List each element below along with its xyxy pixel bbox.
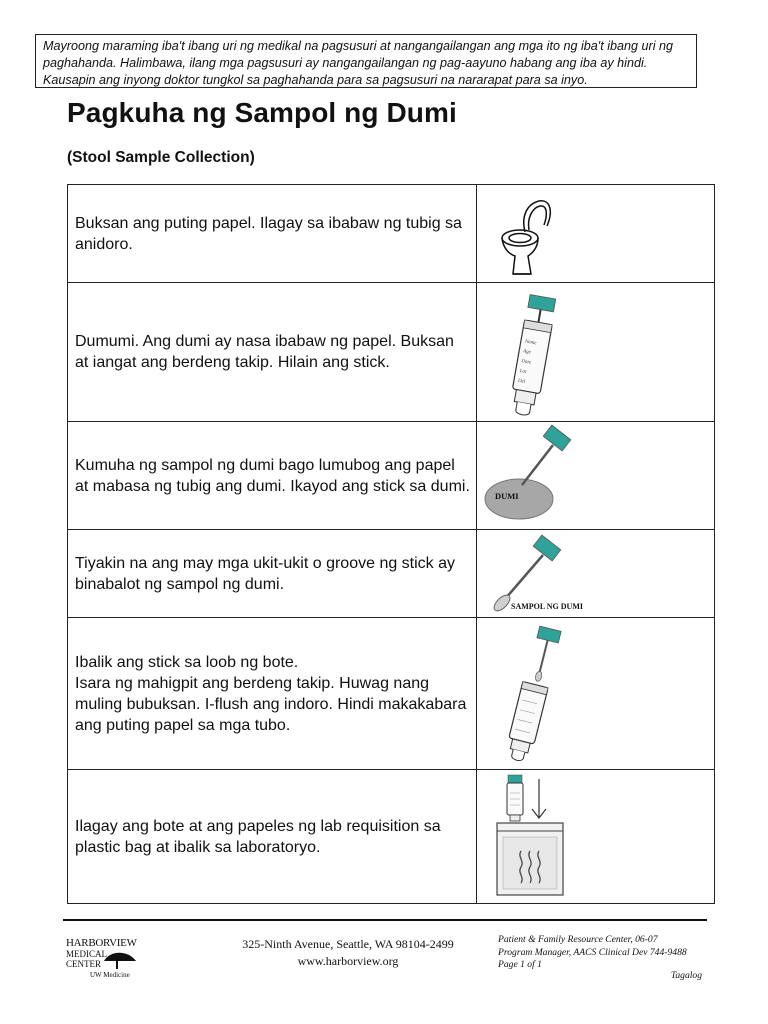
footer-address-block [200, 936, 496, 970]
notice-box: Mayroong maraming iba't ibang uri ng medikal na pagsusuri at nangangailangan ang mga ito ng iba't ibang uri ng paghahanda. Halimbawa, ilang mga pagsusuri ay nangangailangan ng pag-aayuno habang ang iba ay hindi. Kausapin ang inyong doktor tungkol sa paghahanda para sa pagsusuri na nararapat para sa inyo. [35, 34, 697, 88]
step-text: Ilagay ang bote at ang papeles ng lab requisition sa plastic bag at ibalik sa laboratoryo. [68, 770, 477, 904]
step-text: Dumumi. Ang dumi ay nasa ibabaw ng papel. Buksan at iangat ang berdeng takip. Hilain ang stick. [68, 283, 477, 422]
step-illustration [477, 770, 715, 904]
page-number: Page 1 of 1 [498, 959, 542, 970]
tube-label: Age [522, 348, 532, 355]
svg-text:CENTER: CENTER [66, 959, 101, 969]
step-row [68, 770, 715, 904]
tube-label: Name [524, 338, 537, 346]
step-row [68, 185, 715, 283]
step-text: Ibalik ang stick sa loob ng bote. Isara ng mahigpit ang berdeng takip. Huwag nang muling bubuksan. I-flush ang indoro. Hindi makakabara ang puting papel sa mga tubo. [68, 618, 477, 770]
sample-label: SAMPOL NG DUMI [511, 601, 583, 611]
svg-text:UW Medicine: UW Medicine [90, 971, 130, 979]
step-row [68, 283, 715, 422]
footer-divider [63, 919, 707, 921]
tube-into-bag-icon [477, 771, 714, 903]
stool-label: DUMI [495, 490, 519, 501]
program-manager: Program Manager, AACS Clinical Dev 744-9488 [498, 946, 687, 958]
tube-label: Date [520, 358, 532, 366]
step-text: Tiyakin na ang may mga ukit-ukit o groove ng stick ay binabalot ng sampol ng dumi. [68, 530, 477, 618]
step-illustration [477, 618, 715, 770]
resource-center: Patient & Family Resource Center, 06-07 [498, 934, 658, 945]
step-text: Kumuha ng sampol ng dumi bago lumubog ang papel at mabasa ng tubig ang dumi. Ikayod ang stick sa dumi. [68, 422, 477, 530]
address: 325-Ninth Avenue, Seattle, WA 98104-2499 [242, 937, 454, 951]
step-illustration [477, 185, 715, 283]
page-subtitle: (Stool Sample Collection) [67, 149, 255, 166]
steps-table [67, 184, 715, 904]
step-text: Buksan ang puting papel. Ilagay sa ibabaw ng tubig sa anidoro. [68, 185, 477, 283]
language-label: Tagalog [670, 970, 702, 981]
step-row [68, 618, 715, 770]
website-link[interactable]: www.harborview.org [297, 954, 399, 968]
svg-text:HARBORVIEW: HARBORVIEW [66, 937, 137, 949]
step-illustration [477, 422, 715, 530]
harborview-logo [66, 935, 146, 981]
toilet-icon [477, 186, 714, 282]
footer-info [498, 934, 708, 972]
stick-into-tube-icon [477, 619, 714, 769]
stick-in-stool-icon [477, 423, 714, 529]
step-illustration [477, 530, 715, 618]
page-title: Pagkuha ng Sampol ng Dumi [67, 97, 457, 128]
tube-label: Del [517, 378, 526, 385]
sample-tube-icon [477, 284, 714, 421]
step-row [68, 530, 715, 618]
svg-text:MEDICAL: MEDICAL [66, 949, 107, 959]
tube-label: Lot [519, 368, 527, 375]
coated-stick-icon [477, 531, 714, 617]
step-illustration [477, 283, 715, 422]
step-row [68, 422, 715, 530]
